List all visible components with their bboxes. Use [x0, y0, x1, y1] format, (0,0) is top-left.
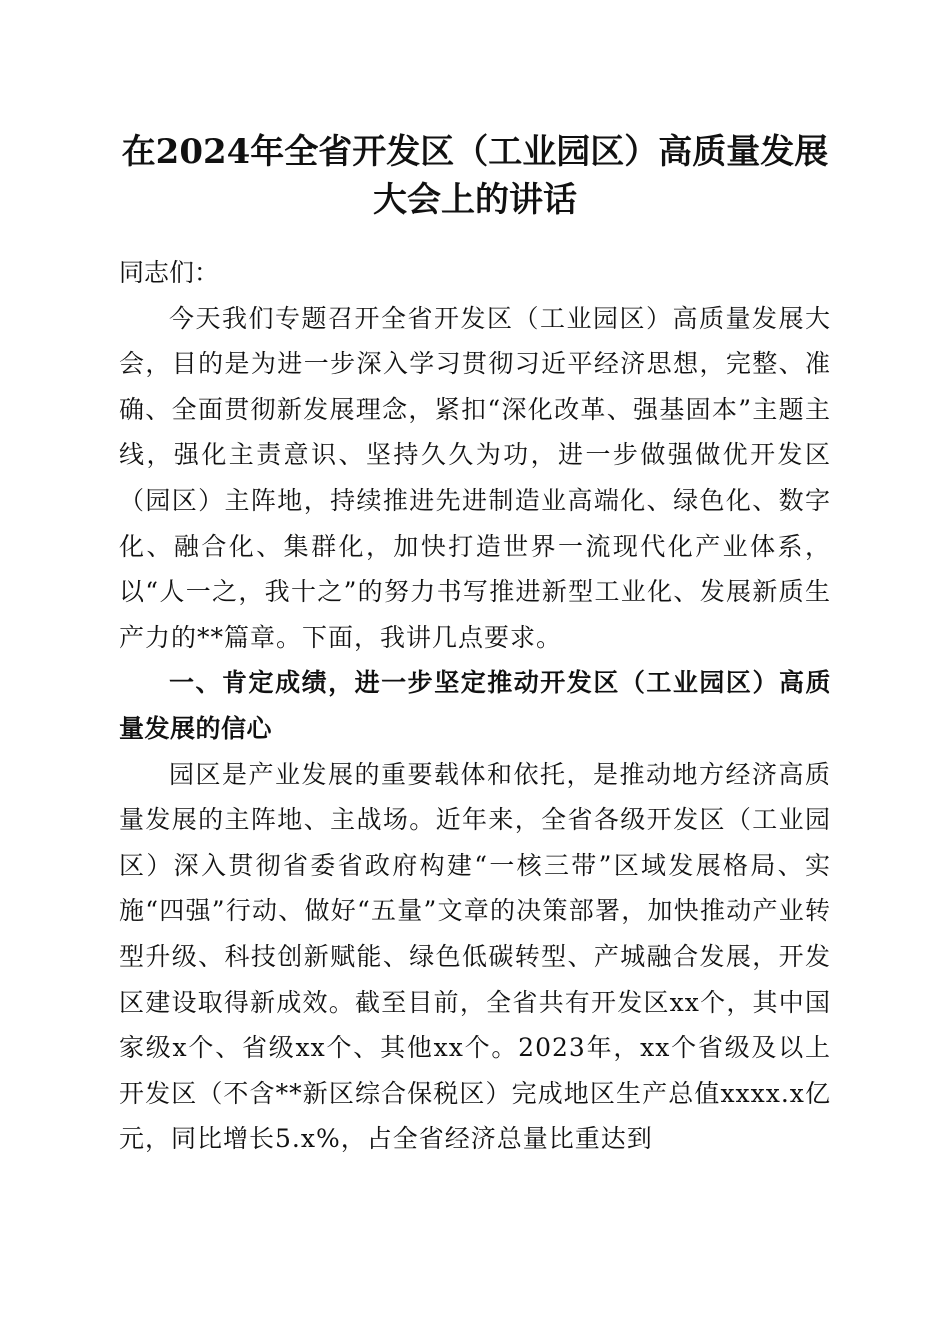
section-heading: 一、肯定成绩，进一步坚定推动开发区（工业园区）高质量发展的信心 — [119, 668, 831, 743]
section-paragraph: 园区是产业发展的重要载体和依托，是推动地方经济高质量发展的主阵地、主战场。近年来，全省各级开发区（工业园区）深入贯彻省委省政府构建“一核三带”区域发展格局、实施“四强”行动、做好“五量”文章的决策部署，加快推动产业转型升级、科技创新赋能、绿色低碳转型、产城融合发展，开发区建设取得新成效。截至目前，全省共有开发区xx个，其中国家级x个、省级xx个、其他xx个。2023年，xx个省级及以上开发区（不含**新区综合保税区）完成地区生产总值xxxx.x亿元，同比增长5.x%，占全省经济总量比重达到 — [119, 759, 831, 1154]
document-title: 在2024年全省开发区（工业园区）高质量发展大会上的讲话 — [121, 132, 829, 220]
intro-paragraph: 今天我们专题召开全省开发区（工业园区）高质量发展大会，目的是为进一步深入学习贯彻习近平经济思想，完整、准确、全面贯彻新发展理念，紧扣“深化改革、强基固本”主题主线，强化主责意识、坚持久久为功，进一步做强做优开发区（园区）主阵地，持续推进先进制造业高端化、绿色化、数字化、融合化、集群化，加快打造世界一流现代化产业体系，以“人一之，我十之”的努力书写推进新型工业化、发展新质生产力的**篇章。下面，我讲几点要求。 — [119, 303, 831, 652]
document-body — [119, 250, 831, 1162]
salutation: 同志们： — [119, 258, 220, 287]
